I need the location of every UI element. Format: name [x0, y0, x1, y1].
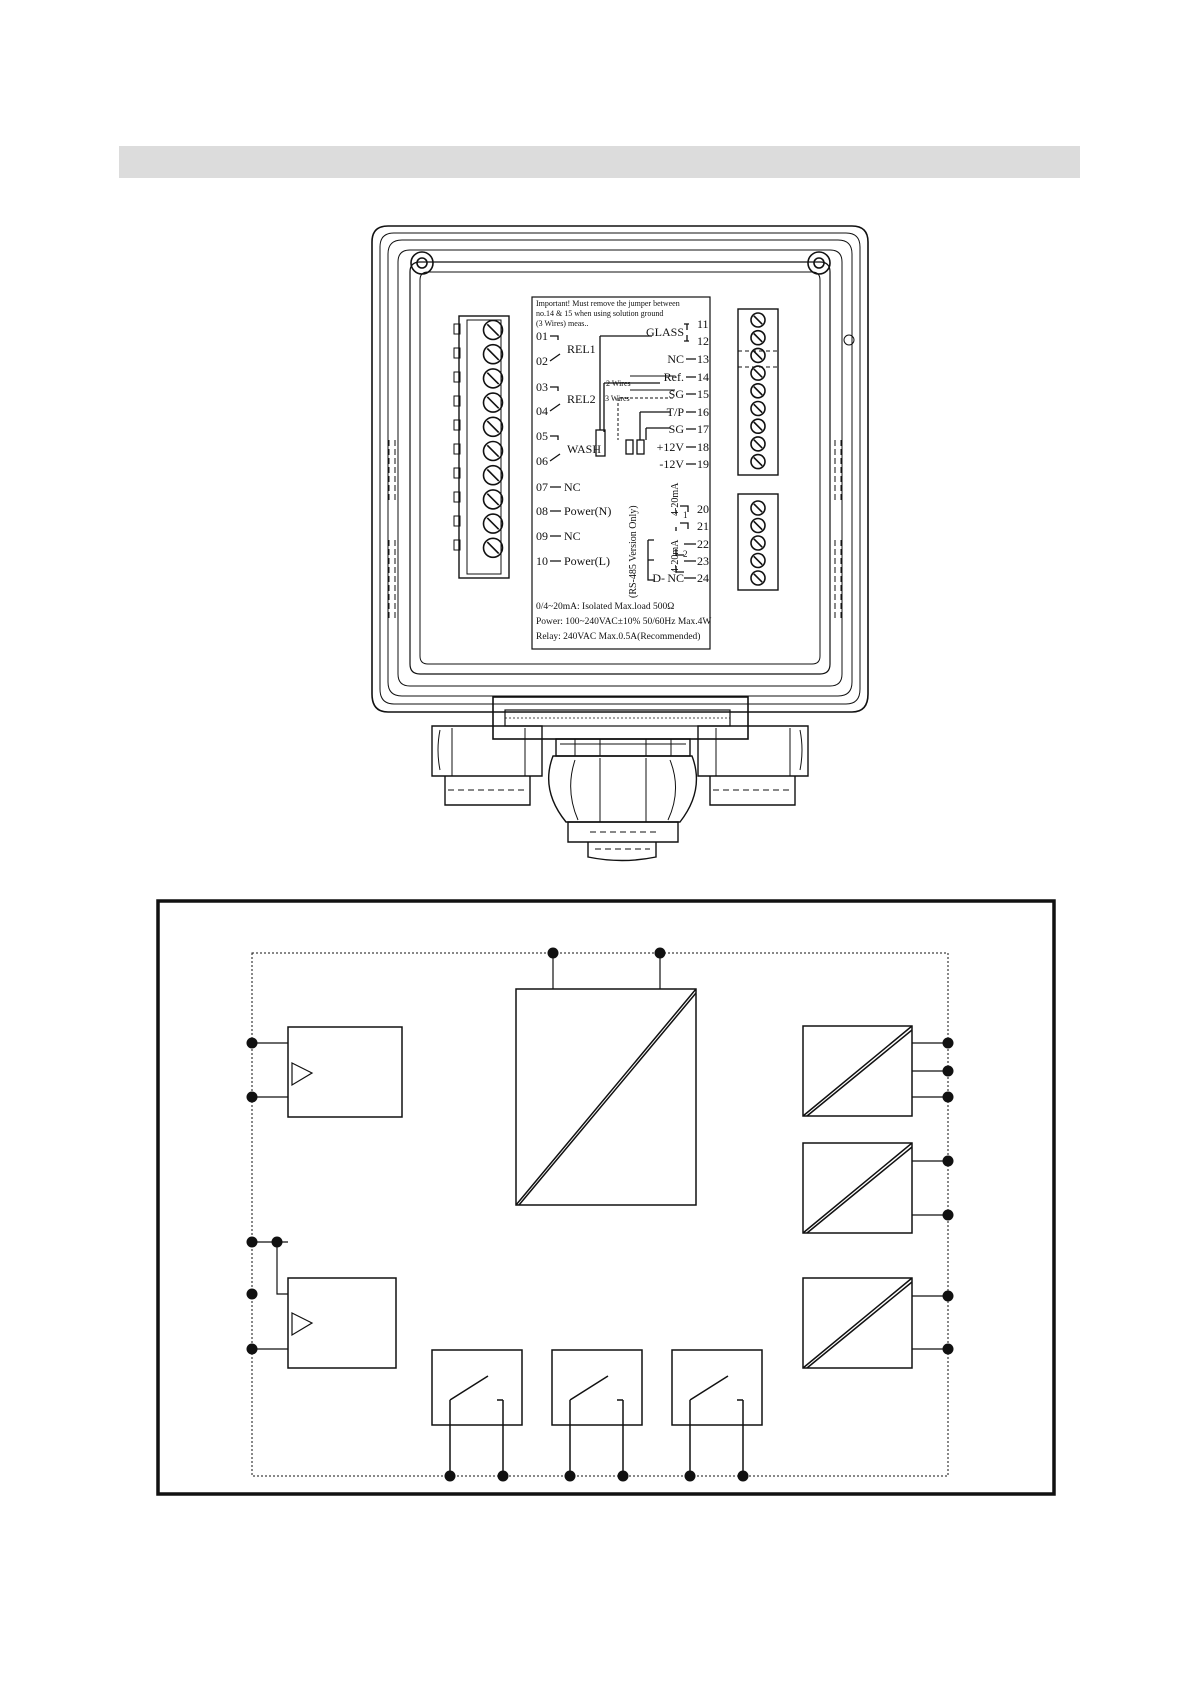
wires-3-label: 3 Wires	[605, 394, 630, 403]
terminal-name-13: NC	[667, 352, 684, 366]
important-note-line-2: no.14 & 15 when using solution ground	[536, 309, 664, 318]
terminal-num-08: 08	[536, 504, 548, 518]
terminal-num-19: 19	[697, 457, 709, 471]
terminal-num-24: 24	[697, 571, 709, 585]
terminal-name-09: NC	[564, 529, 581, 543]
terminal-name-dminus: D-	[652, 571, 665, 585]
terminal-num-04: 04	[536, 404, 548, 418]
block-diagram	[158, 901, 1054, 1494]
terminal-num-07: 07	[536, 480, 548, 494]
terminal-num-16: 16	[697, 405, 709, 419]
terminal-dot	[943, 1066, 954, 1077]
relay-2	[552, 1350, 642, 1425]
terminal-num-22: 22	[697, 537, 709, 551]
important-note-line-3: (3 Wires) meas..	[536, 319, 589, 328]
terminal-dot	[247, 1038, 258, 1049]
terminal-name-15: SG	[668, 387, 684, 401]
terminal-dot	[272, 1237, 283, 1248]
terminal-dot	[247, 1237, 258, 1248]
output-2-label: 4-20mA	[670, 539, 681, 573]
terminal-dot	[247, 1092, 258, 1103]
terminal-num-09: 09	[536, 529, 548, 543]
important-note-line-1: Important! Must remove the jumper between	[536, 299, 680, 308]
output-2-index: 2	[683, 549, 688, 559]
wires-2-label: 2 Wires	[606, 379, 631, 388]
terminal-dot	[445, 1471, 456, 1482]
terminal-name-ref: Ref.	[663, 370, 684, 384]
terminal-name-17: SG	[668, 422, 684, 436]
terminal-dot	[247, 1344, 258, 1355]
terminal-name-24: NC	[667, 571, 684, 585]
terminal-dot	[943, 1210, 954, 1221]
terminal-dot	[943, 1344, 954, 1355]
output-1-index: 1	[683, 510, 688, 520]
output-1-label: 4-20mA	[670, 482, 681, 516]
wiring-label	[532, 297, 711, 649]
terminal-name-rel2: REL2	[567, 392, 596, 406]
terminal-num-17: 17	[697, 422, 709, 436]
terminal-name-rel1: REL1	[567, 342, 596, 356]
note-output: 0/4~20mA: Isolated Max.load 500Ω	[536, 602, 675, 612]
terminal-name-plus12v: +12V	[656, 440, 684, 454]
terminal-dot	[943, 1156, 954, 1167]
block-diagram-frame	[158, 901, 1054, 1494]
terminal-name-10: Power(L)	[564, 554, 610, 568]
terminal-name-tp: T/P	[666, 405, 684, 419]
terminal-name-07: NC	[564, 480, 581, 494]
terminal-num-05: 05	[536, 429, 548, 443]
note-power: Power: 100~240VAC±10% 50/60Hz Max.4W	[536, 617, 712, 627]
terminal-num-11: 11	[697, 317, 709, 331]
terminal-num-18: 18	[697, 440, 709, 454]
terminal-num-10: 10	[536, 554, 548, 568]
left-terminal-screws	[484, 321, 503, 558]
relay-1	[432, 1350, 522, 1425]
terminal-dot	[738, 1471, 749, 1482]
terminal-name-08: Power(N)	[564, 504, 612, 518]
terminal-dot	[943, 1092, 954, 1103]
terminal-num-03: 03	[536, 380, 548, 394]
terminal-name-wash: WASH	[567, 442, 602, 456]
input-amplifier-2	[288, 1278, 396, 1368]
terminal-dot	[498, 1471, 509, 1482]
terminal-num-23: 23	[697, 554, 709, 568]
terminal-num-21: 21	[697, 519, 709, 533]
terminal-name-glass: GLASS	[645, 325, 684, 339]
terminal-dot	[247, 1289, 258, 1300]
terminal-dot	[655, 948, 666, 959]
terminal-num-13: 13	[697, 352, 709, 366]
terminal-num-02: 02	[536, 354, 548, 368]
terminal-num-15: 15	[697, 387, 709, 401]
terminal-num-20: 20	[697, 502, 709, 516]
terminal-dot	[565, 1471, 576, 1482]
relay-3	[672, 1350, 762, 1425]
note-relay: Relay: 240VAC Max.0.5A(Recommended)	[536, 632, 701, 642]
terminal-dot	[943, 1038, 954, 1049]
terminal-name-minus12v: -12V	[659, 457, 684, 471]
terminal-dot	[548, 948, 559, 959]
terminal-num-01: 01	[536, 329, 548, 343]
terminal-dot	[685, 1471, 696, 1482]
terminal-num-06: 06	[536, 454, 548, 468]
terminal-num-12: 12	[697, 334, 709, 348]
terminal-num-14: 14	[697, 370, 709, 384]
terminal-dot	[943, 1291, 954, 1302]
rs485-note: (RS-485 Version Only)	[628, 505, 639, 598]
terminal-dot	[618, 1471, 629, 1482]
isolation-boundary	[252, 953, 948, 1476]
input-amplifier-1	[288, 1027, 402, 1117]
right-terminal-screws	[751, 313, 765, 585]
